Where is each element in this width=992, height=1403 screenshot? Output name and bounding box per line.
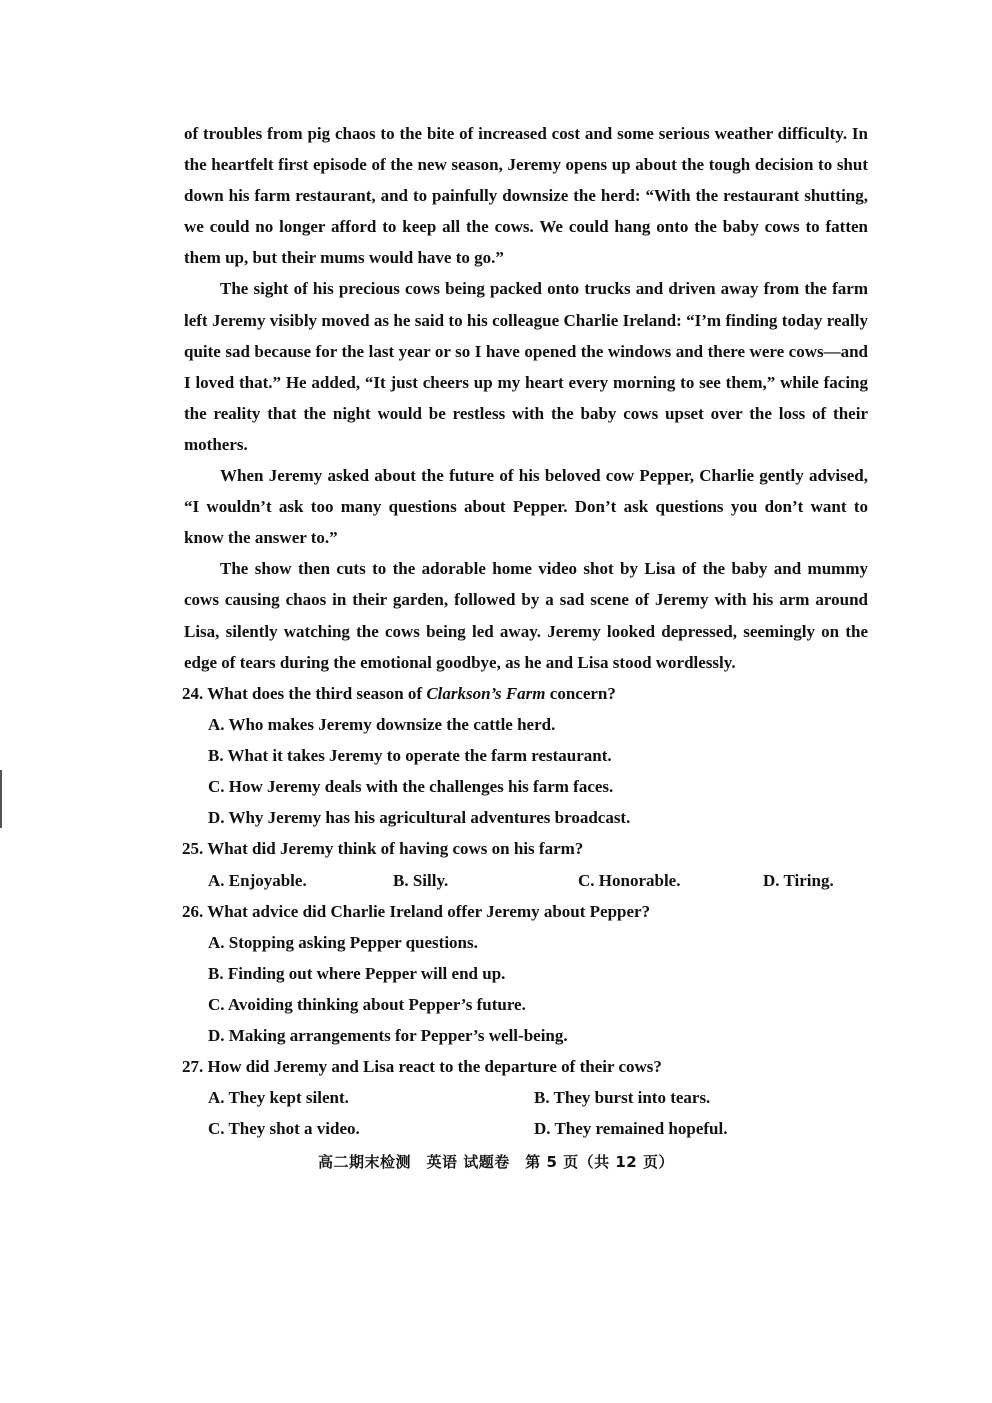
page-footer: 高二期末检测 英语 试题卷 第 5 页（共 12 页）: [318, 1153, 674, 1171]
option-d[interactable]: D. They remained hopeful.: [534, 1119, 728, 1139]
option-d[interactable]: D. Why Jeremy has his agricultural adventures broadcast.: [208, 808, 631, 828]
option-b[interactable]: B. Finding out where Pepper will end up.: [208, 963, 506, 983]
option-b[interactable]: B. What it takes Jeremy to operate the farm restaurant.: [208, 746, 612, 766]
reading-passage: [184, 118, 868, 678]
question-stem: [182, 678, 882, 709]
question-27: [182, 1051, 882, 1144]
options-row: [182, 1113, 882, 1144]
passage-paragraph-3: When Jeremy asked about the future of his beloved cow Pepper, Charlie gently advised, “I wouldn’t ask too many questions about Pepper. Don’t ask questions you don’t want to know the answer to.”: [184, 466, 868, 548]
option-a[interactable]: A. Stopping asking Pepper questions.: [208, 932, 478, 952]
options-row: [182, 865, 882, 896]
question-stem: 27. How did Jeremy and Lisa react to the departure of their cows?: [182, 1057, 662, 1077]
question-24: [182, 678, 882, 833]
question-list: [182, 678, 882, 1144]
passage-paragraph-1: of troubles from pig chaos to the bite of increased cost and some serious weather difficulty. In the heartfelt first episode of the new season, Jeremy opens up about the tough decision to shut down his farm restaurant, and to painfully downsize the herd: “With the restaurant shutting, we could no longer afford to keep all the cows. We could hang onto the baby cows to fatten them up, but their mums would have to go.”: [184, 124, 868, 268]
question-26: [182, 896, 882, 1051]
option-a[interactable]: A. Who makes Jeremy downsize the cattle herd.: [208, 715, 556, 735]
question-stem-text: 24. What does the third season of: [182, 684, 427, 703]
option-d[interactable]: D. Tiring.: [763, 870, 834, 890]
question-25: [182, 833, 882, 895]
option-c[interactable]: C. Honorable.: [578, 870, 681, 890]
passage-paragraph-4: The show then cuts to the adorable home video shot by Lisa of the baby and mummy cows causing chaos in their garden, followed by a sad scene of Jeremy with his arm around Lisa, silently watching the cows being led away. Jeremy looked depressed, seemingly on the edge of tears during the emotional goodbye, as he and Lisa stood wordlessly.: [184, 559, 868, 672]
option-b[interactable]: B. Silly.: [393, 870, 449, 890]
option-c[interactable]: C. Avoiding thinking about Pepper’s future.: [208, 994, 526, 1014]
question-stem-text: concern?: [545, 684, 616, 703]
option-b[interactable]: B. They burst into tears.: [534, 1088, 711, 1108]
options-row: [182, 1082, 882, 1113]
scan-edge-mark: [0, 770, 2, 828]
question-stem: 25. What did Jeremy think of having cows on his farm?: [182, 839, 584, 859]
option-a[interactable]: A. Enjoyable.: [208, 870, 307, 890]
passage-paragraph-2: The sight of his precious cows being packed onto trucks and driven away from the farm left Jeremy visibly moved as he said to his colleague Charlie Ireland: “I’m finding today really quite sad because for the last year or so I have opened the windows and there were cows—and I loved that.” He added, “It just cheers up my heart every morning to see them,” while facing the reality that the night would be restless with the baby cows upset over the loss of their mothers.: [184, 279, 868, 454]
option-d[interactable]: D. Making arrangements for Pepper’s well-being.: [208, 1026, 568, 1046]
option-c[interactable]: C. How Jeremy deals with the challenges his farm faces.: [208, 777, 614, 797]
option-c[interactable]: C. They shot a video.: [208, 1119, 360, 1139]
option-a[interactable]: A. They kept silent.: [208, 1088, 349, 1108]
show-title: Clarkson’s Farm: [426, 684, 546, 703]
question-stem: 26. What advice did Charlie Ireland offer Jeremy about Pepper?: [182, 901, 651, 921]
